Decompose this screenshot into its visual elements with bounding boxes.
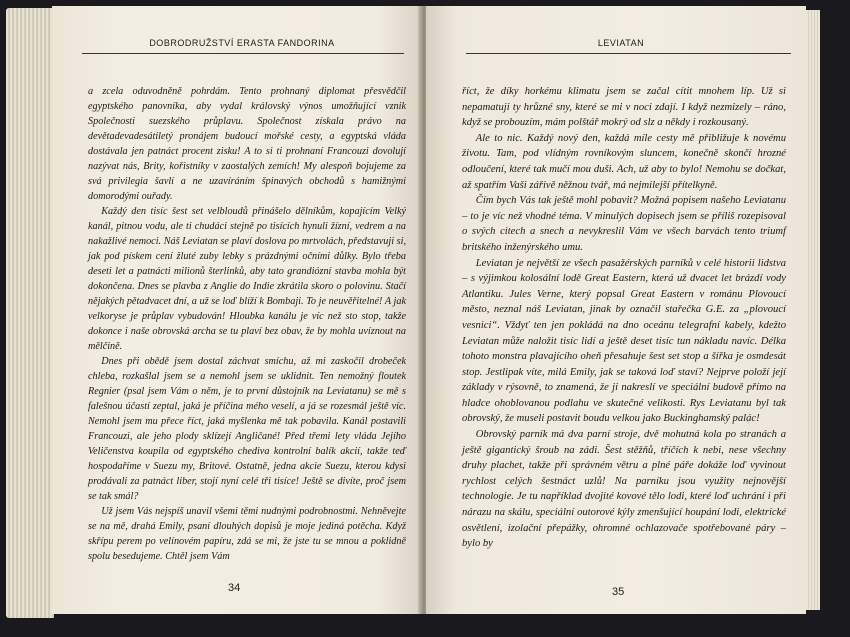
body-text bbox=[88, 84, 406, 564]
paragraph: Ale to nic. Každý nový den, každá míle cesty mě přibližuje k novému životu. Tam, pod vlídným rovníkovým sluncem, konečně skončí hrozné odloučení, které tak mučí mou duši. Ach, už aby to bylo! Nemohu se dočkat, až spatřím Vaši zářivě něžnou tvář, má nejmilejší přítelkyně. bbox=[462, 132, 786, 191]
paragraph: Dnes při obědě jsem dostal záchvat smíchu, až mi zaskočil drobeček chleba, rozkašlal jsem se a nemohl jsem se uklidnit. Ten nemožný floutek Regnier (psal jsem Vám o něm, je to první důstojník na Leviatanu) se mě s falešnou účastí zeptal, jaká je příčina mého veselí, a já se rozesmál ještě víc. Nemohl jsem mu přece říct, jaká myšlenka mě tak pobavila. Kanál postavili Francouzi, ale jeho plody sklízejí Angličané! Před třemi lety vláda Jejího Veličenstva koupila od egyptského chediva kontrolní balík akcií, takže teď hospodaříme v Suezu my, Britové. Ostatně, jedna akcie Suezu, kterou kdysi prodávali za patnáct liber, stojí nyní celé tři tisíce! Ještě se divíte, proč jsem se tak smál? bbox=[88, 356, 406, 502]
paragraph: Leviatan je největší ze všech pasažérských parníků v celé historii lidstva – s výjimkou kolosální lodě Great Eastern, která už dvacet let brázdí vody Atlantiku. Jules Verne, který popsal Great Eastern v románu Plovoucí město, neznal náš Leviatan, jinak by označil stařečka G.E. za „plovoucí vesnici“. Vždyť ten jen pokládá na dno oceánu telegrafní kabely, kdežto Leviatan může naložit tisíc lidí a ještě deset tisíc tun nákladu navíc. Délka tohoto monstra plavajícího oheň přesahuje šest set stop a šířka je osmdesát stop. Jestlipak víte, milá Emily, jak se taková loď staví? Nejprve položí její základy v rýsovně, to znamená, že ji nakreslí ve speciální budově přímo na hladce ohoblovanou podlahu ve skutečné velikosti. Rys Leviatanu byl tak obrovský, že museli postavit boudu velkou jako Buckinghamský palác! bbox=[462, 257, 786, 425]
paragraph: Už jsem Vás nejspíš unavil všemi těmi nudnými podrobnostmi. Nehněvejte se na mě, drahá Emily, psaní dlouhých dopisů je moje jediná potěcha. Když skřípu perem po velínovém papíru, zdá se mi, že jste tu se mnou a poklidně spolu besedujeme. Chtěl jsem Vám bbox=[88, 506, 406, 562]
running-header: DOBRODRUŽSTVÍ ERASTA FANDORINA bbox=[149, 38, 335, 48]
body-text bbox=[462, 84, 786, 552]
paragraph: Obrovský parník má dva parní stroje, dvě mohutná kola po stranách a ještě gigantický šroub na zádi. Šest stěžňů, tříčích k nebi, nese všechny druhy plachet, takže při správném větru a plné páře dokáže loď vyvinout rychlost celých šestnáct uzlů! Na parníku jsou využity nejnovější technologie. Je tu například dvojité kovové tělo lodi, které loď uchrání i při nárazu na skálu, speciální outorové kýly zmenšující houpání lodi, elektrické osvětlení, izolační přepážky, ohromné ochlazovače spotřebované páry – bylo by bbox=[462, 429, 786, 550]
paragraph: říct, že díky horkému klimatu jsem se začal cítit mnohem líp. Už si nepamatuji ty hrůzné sny, které se mi v noci zdají. I když nezmizely – ráno, když se probouzím, mám polštář mokrý od slz a někdy i rozkousaný. bbox=[462, 86, 786, 129]
page-edges-left bbox=[6, 8, 54, 618]
right-page bbox=[426, 6, 806, 614]
paragraph: Čím bych Vás tak ještě mohl pobavit? Možná popisem našeho Leviatanu – to je víc než vhodné téma. V minulých dopisech jsem se příliš rozepisoval o svých citech a snech a nevykreslil Vám ve všech barvách tento triumf britského inženýrského umu. bbox=[462, 195, 786, 253]
header-rule bbox=[466, 53, 791, 54]
paragraph: a zcela oduvodněně pohrdám. Tento prohnaný diplomat přesvědčil egyptského panovníka, aby vydal královský výnos umožňující vznik Společnosti suezského průplavu. Společnost získala právo na devětadevadesátiletý pronájem budoucí mořské cesty, a egyptská vláda dostávala jen patnáct procent zisku! A to si ti prohnaní Francouzi dovolují nazývat nás, Brity, kořistníky v zaostalých zemích! My alespoň bojujeme za svá privilegia šavlí a ne uzavíráním špinavých obchodů s hamižnými domorodými ouřady. bbox=[88, 86, 406, 202]
running-header: LEVIATAN bbox=[597, 38, 645, 48]
page-number: 34 bbox=[228, 582, 241, 594]
header-rule bbox=[82, 53, 404, 54]
left-page bbox=[52, 6, 422, 614]
paragraph: Každý den tisíc šest set velbloudů přinášelo dělníkům, kopajícím Velký kanál, pitnou vodu, ale ti chudáci stejně po tisících hynuli žízní, vedrem a na nakažlivé nemoci. Náš Leviatan se plaví doslova po mrtvolách, představuji si, jak pod pískem cení žluté zuby lebky s prázdnými očními důlky. Bylo třeba deseti let a patnácti milionů šterlinků, aby tato grandiózní stavba mohla být dokončena. Dnes se plavba z Anglie do Indie zkrátila skoro o polovinu. Stačí nějakých pětadvacet dní, a už se loď blíží k Bombaji. To je neuvěřitelné! A jak velkoryse je průplav vybudován! Hloubka kanálu je víc než sto stop, takže dokonce i naše obrovská archa se tu plaví bez obav, že by mohla uvíznout na mělčině. bbox=[88, 206, 406, 352]
page-number: 35 bbox=[612, 586, 625, 598]
